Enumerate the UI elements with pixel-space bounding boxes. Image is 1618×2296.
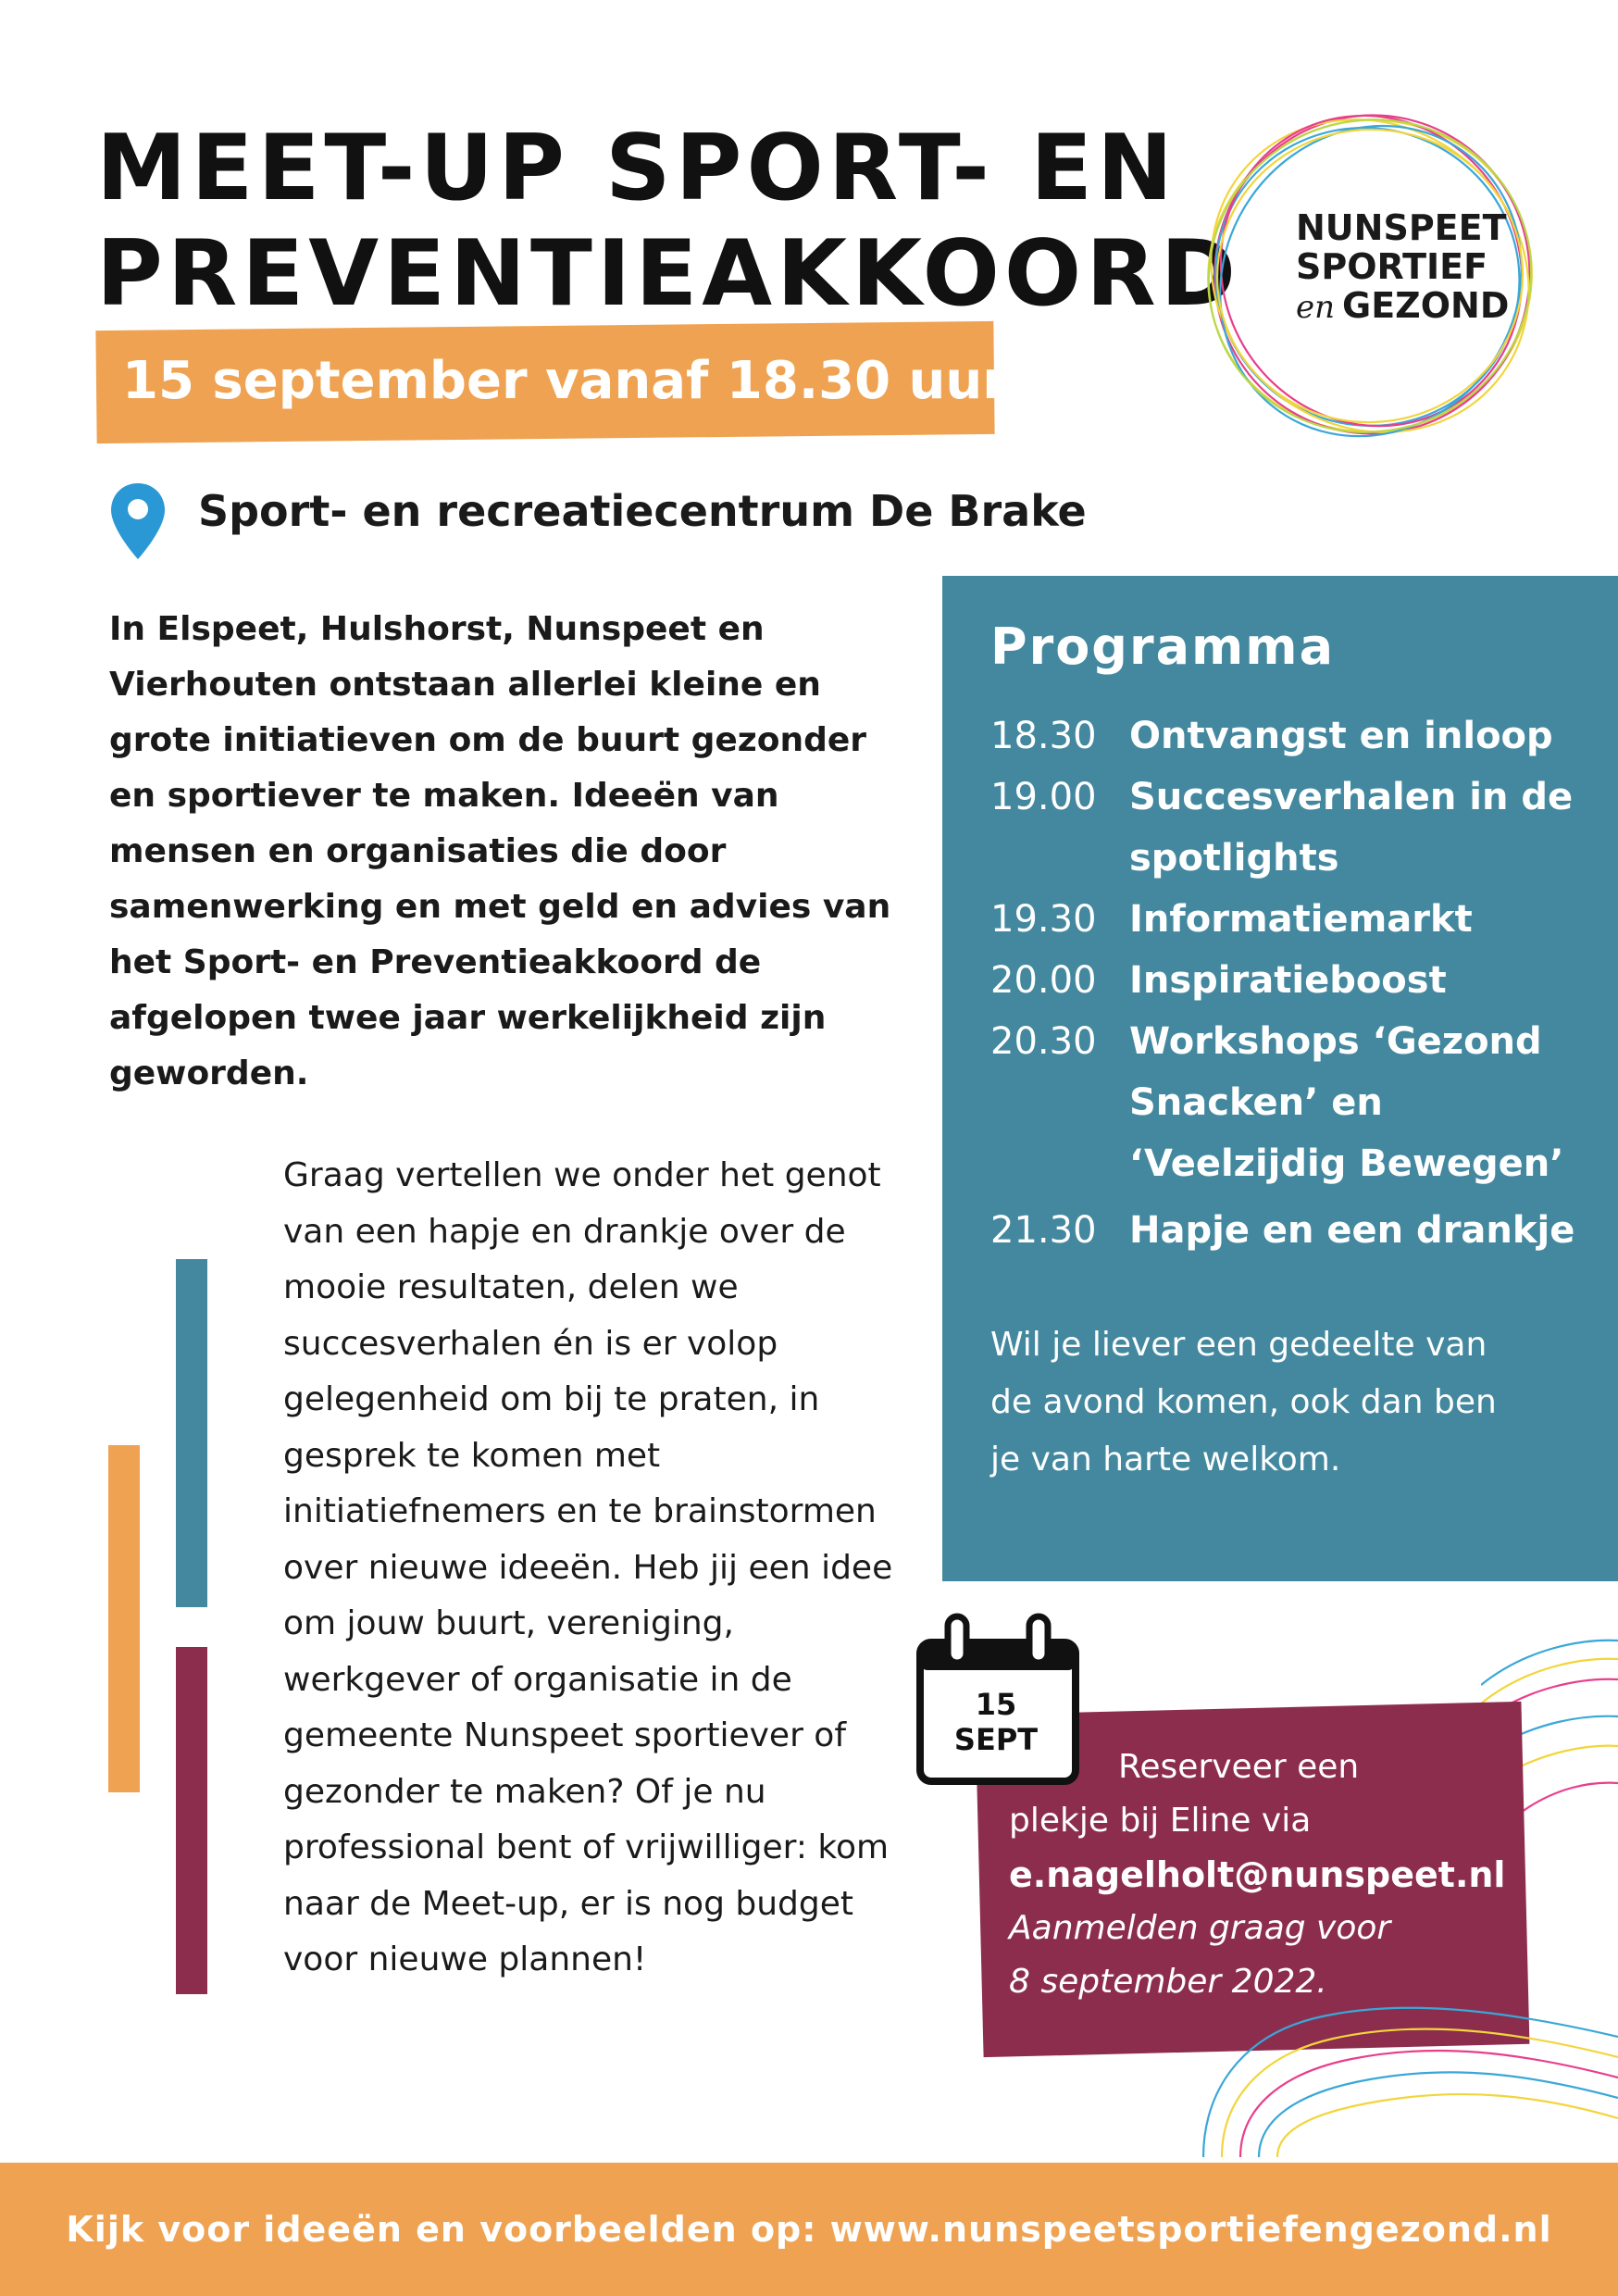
schedule-row <box>990 1011 1601 1194</box>
decorative-bar-plum <box>176 1647 207 1994</box>
decorative-lines-bottom <box>1185 1981 1618 2157</box>
schedule-row <box>990 705 1601 767</box>
schedule-activity: Workshops ‘Gezond Snacken’ en ‘Veelzijdig Bewegen’ <box>1129 1020 1564 1185</box>
decorative-bar-orange <box>108 1445 140 1792</box>
program-schedule <box>990 705 1601 1261</box>
title-line-1: MEET-UP SPORT- EN <box>96 116 1178 221</box>
reserve-email-link[interactable]: e.nagelholt@nunspeet.nl <box>1009 1854 1506 1895</box>
schedule-row <box>990 889 1601 950</box>
body-paragraph: Graag vertellen we onder het genot van een hapje en drankje over de mooie resultaten, delen we succesverhalen én is er volop gelegenheid om bij te praten, in gesprek te komen met initiatiefnemers en te brainstormen over nieuwe ideeën. Heb jij een idee om jouw buurt, vereniging, werkgever of organisatie in de gemeente Nunspeet sportiever of gezonder te maken? Of je nu professional bent of vrijwilliger: kom naar de Meet-up, er is nog budget voor nieuwe plannen! <box>283 1156 893 1978</box>
footer-website-link[interactable]: Kijk voor ideeën en voorbeelden op: www.nunspeetsportiefengezond.nl <box>66 2209 1552 2250</box>
schedule-time: 18.30 <box>990 715 1097 757</box>
logo-line-2: SPORTIEF <box>1296 246 1488 287</box>
schedule-time: 20.30 <box>990 1020 1097 1063</box>
schedule-time: 19.00 <box>990 776 1097 818</box>
schedule-time: 19.30 <box>990 898 1097 941</box>
location-text: Sport- en recreatiecentrum De Brake <box>198 486 1087 536</box>
reserve-deadline-line-1: Aanmelden graag voor <box>1009 1909 1391 1947</box>
logo-line-3-word: GEZOND <box>1342 285 1510 326</box>
map-pin-icon <box>109 481 167 561</box>
program-heading: Programma <box>990 618 1336 676</box>
schedule-activity: Informatiemarkt <box>1129 898 1473 941</box>
logo-en: en <box>1296 289 1336 326</box>
reserve-deadline-line-2: 8 september 2022. <box>1009 1963 1327 2001</box>
program-panel <box>942 576 1618 1581</box>
schedule-row <box>990 767 1601 889</box>
calendar-month: SEPT <box>953 1722 1039 1757</box>
schedule-activity: Succesverhalen in de spotlights <box>1129 776 1574 880</box>
decorative-bar-teal <box>176 1259 207 1607</box>
reserve-panel <box>1009 1741 1527 2009</box>
calendar-day: 15 <box>975 1687 1017 1722</box>
schedule-activity: Ontvangst en inloop <box>1129 715 1553 757</box>
logo-line-3 <box>1296 286 1509 327</box>
title-line-2: PREVENTIEAKKOORD <box>96 221 1241 327</box>
schedule-time: 20.00 <box>990 959 1097 1002</box>
footer-banner <box>0 2163 1618 2296</box>
schedule-row <box>990 950 1601 1011</box>
reserve-line-2: plekje bij Eline via <box>1009 1802 1312 1840</box>
program-note: Wil je liever een gedeelte van de avond komen, ook dan ben je van harte welkom. <box>990 1326 1497 1479</box>
reserve-line-1: Reserveer een <box>1118 1748 1360 1786</box>
page-title <box>96 116 1240 327</box>
logo-wordmark <box>1296 208 1509 327</box>
logo-line-1: NUNSPEET <box>1296 207 1507 248</box>
intro-paragraph: In Elspeet, Hulshorst, Nunspeet en Vierhouten ontstaan allerlei kleine en grote initiatieven om de buurt gezonder en sportiever te maken. Ideeën van mensen en organisaties die door samenwerking en met geld en advies van het Sport- en Preventieakkoord de afgelopen twee jaar werkelijkheid zijn geworden. <box>109 610 891 1092</box>
schedule-activity: Hapje en een drankje <box>1129 1209 1575 1252</box>
date-banner-text: 15 september vanaf 18.30 uur <box>122 351 1008 411</box>
schedule-activity: Inspiratieboost <box>1129 959 1447 1002</box>
schedule-time: 21.30 <box>990 1209 1097 1252</box>
schedule-row <box>990 1200 1601 1261</box>
calendar-date <box>926 1687 1066 1757</box>
